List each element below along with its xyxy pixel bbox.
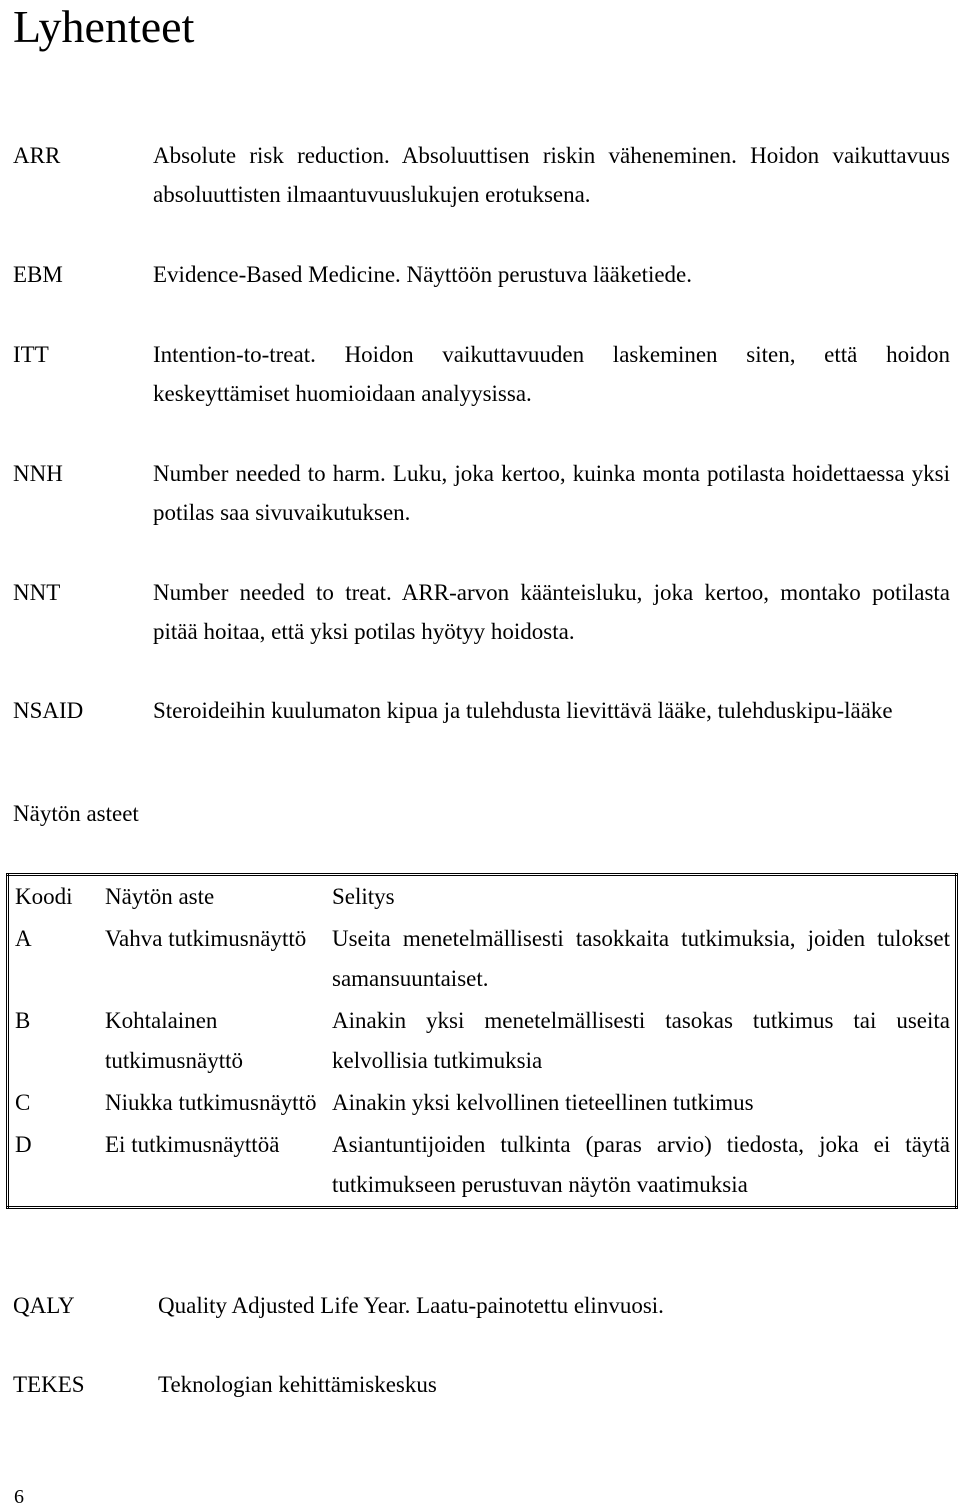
abbreviation-term: NNH [13, 461, 63, 486]
abbreviation-definition: Steroideihin kuulumaton kipua ja tulehdusta lievittävä lääke, tulehduskipu-lääke [153, 698, 893, 723]
table-row [8, 1082, 957, 1124]
abbreviation-definition: Number needed to harm. Luku, joka kertoo, kuinka monta potilasta hoidettaessa yksi potilas saa sivuvaikutuksen. [153, 461, 950, 525]
abbreviation-definition: Number needed to treat. ARR-arvon käänteisluku, joka kertoo, montako potilasta pitää hoitaa, että yksi potilas hyötyy hoidosta. [153, 580, 950, 644]
evidence-explanation: Ainakin yksi menetelmällisesti tasokas tutkimus tai useita kelvollisia tutkimuksia [332, 1008, 950, 1073]
evidence-grade: Ei tutkimusnäyttöä [105, 1132, 280, 1157]
abbreviation-term: NNT [13, 580, 61, 605]
abbreviation-term: EBM [13, 262, 63, 287]
evidence-explanation: Asiantuntijoiden tulkinta (paras arvio) tiedosta, joka ei täytä tutkimukseen perustuvan näytön vaatimuksia [332, 1132, 950, 1197]
evidence-code: C [15, 1090, 31, 1115]
evidence-code: A [15, 926, 32, 951]
abbreviation-definition: Teknologian kehittämiskeskus [158, 1372, 437, 1397]
evidence-grade: Vahva tutkimusnäyttö [105, 926, 307, 951]
evidence-section-heading: Näytön asteet [13, 801, 139, 826]
column-header-grade: Näytön aste [105, 884, 215, 909]
evidence-explanation: Useita menetelmällisesti tasokkaita tutkimuksia, joiden tulokset samansuuntaiset. [332, 926, 950, 991]
abbreviation-term: ARR [13, 143, 61, 168]
table-row [8, 918, 957, 1000]
evidence-levels-table [6, 873, 958, 1209]
table-row [8, 1000, 957, 1082]
abbreviation-term: ITT [13, 342, 49, 367]
column-header-code: Koodi [15, 884, 73, 909]
abbreviation-term: TEKES [13, 1372, 85, 1397]
abbreviation-term: QALY [13, 1293, 75, 1318]
evidence-explanation: Ainakin yksi kelvollinen tieteellinen tutkimus [332, 1090, 754, 1115]
abbreviation-definition: Absolute risk reduction. Absoluuttisen riskin väheneminen. Hoidon vaikuttavuus absoluuttisten ilmaantuvuuslukujen erotuksena. [153, 143, 950, 207]
page-title: Lyhenteet [13, 1, 195, 52]
table-row [8, 1124, 957, 1208]
evidence-code: B [15, 1008, 31, 1033]
column-header-explanation: Selitys [332, 884, 395, 909]
abbreviation-term: NSAID [13, 698, 84, 723]
abbreviation-definition: Evidence-Based Medicine. Näyttöön perustuva lääketiede. [153, 262, 693, 287]
evidence-grade: Niukka tutkimusnäyttö [105, 1090, 317, 1115]
evidence-code: D [15, 1132, 32, 1157]
table-header-row [8, 875, 957, 919]
abbreviation-definition: Intention-to-treat. Hoidon vaikuttavuuden laskeminen siten, että hoidon keskeyttämiset huomioidaan analyysissa. [153, 342, 950, 406]
evidence-grade: Kohtalainen tutkimusnäyttö [105, 1008, 243, 1073]
page-number: 6 [14, 1486, 24, 1508]
abbreviation-definition: Quality Adjusted Life Year. Laatu-painotettu elinvuosi. [158, 1293, 664, 1318]
